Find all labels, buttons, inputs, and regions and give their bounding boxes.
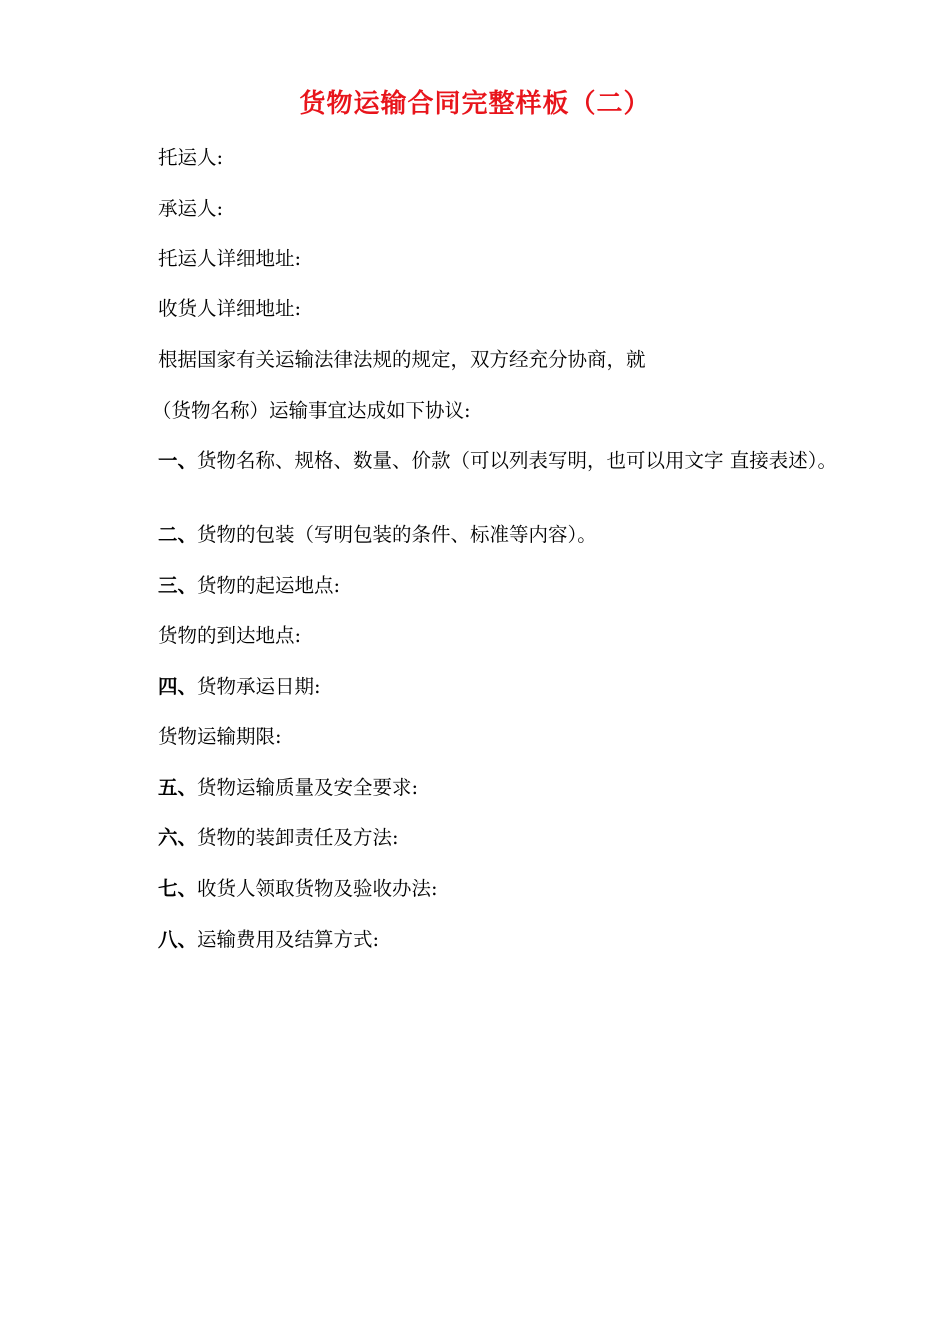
clause-text: 货物运输期限:: [158, 725, 282, 748]
clause-text: 货物的装卸责任及方法:: [197, 826, 399, 849]
clause-text: 货物的包装（写明包装的条件、标准等内容）。: [197, 523, 597, 546]
shipper-line: 托运人:: [158, 146, 224, 169]
clause-number: 二、: [158, 523, 198, 546]
clause-4-period: [158, 724, 282, 750]
agreement-line: （货物名称）运输事宜达成如下协议:: [152, 399, 471, 422]
clause-4: [158, 674, 321, 700]
shipper-address-line: 托运人详细地址:: [158, 247, 302, 270]
clause-1: [108, 448, 850, 474]
clause-text: 收货人领取货物及验收办法:: [197, 877, 438, 900]
clause-3: [158, 573, 340, 599]
carrier-line: 承运人:: [158, 197, 224, 220]
clause-number: 六、: [158, 826, 198, 849]
clause-5: [158, 775, 418, 801]
clause-number: 七、: [158, 877, 198, 900]
clause-7: [158, 876, 438, 902]
clause-number: 一、: [158, 449, 198, 472]
clause-text: 货物名称、规格、数量、价款（可以列表写明，也可以用文字 直接表述）。: [197, 449, 837, 472]
preamble-line: 根据国家有关运输法律法规的规定，双方经充分协商，就: [158, 348, 646, 371]
clause-8: [158, 927, 379, 953]
document-title: 货物运输合同完整样板（二）: [299, 89, 651, 119]
consignee-address-line: 收货人详细地址:: [158, 297, 302, 320]
clause-text: 运输费用及结算方式:: [197, 928, 380, 951]
clause-3-destination: [158, 623, 301, 649]
clause-6: [158, 825, 399, 851]
clause-text: 货物运输质量及安全要求:: [197, 776, 419, 799]
clause-text: 货物承运日期:: [197, 675, 321, 698]
clause-number: 八、: [158, 928, 198, 951]
clause-2: [158, 522, 597, 548]
clause-number: 三、: [158, 574, 198, 597]
clause-number: 四、: [158, 675, 198, 698]
clause-text: 货物的起运地点:: [197, 574, 341, 597]
clause-text: 货物的到达地点:: [158, 624, 302, 647]
clause-number: 五、: [158, 776, 198, 799]
